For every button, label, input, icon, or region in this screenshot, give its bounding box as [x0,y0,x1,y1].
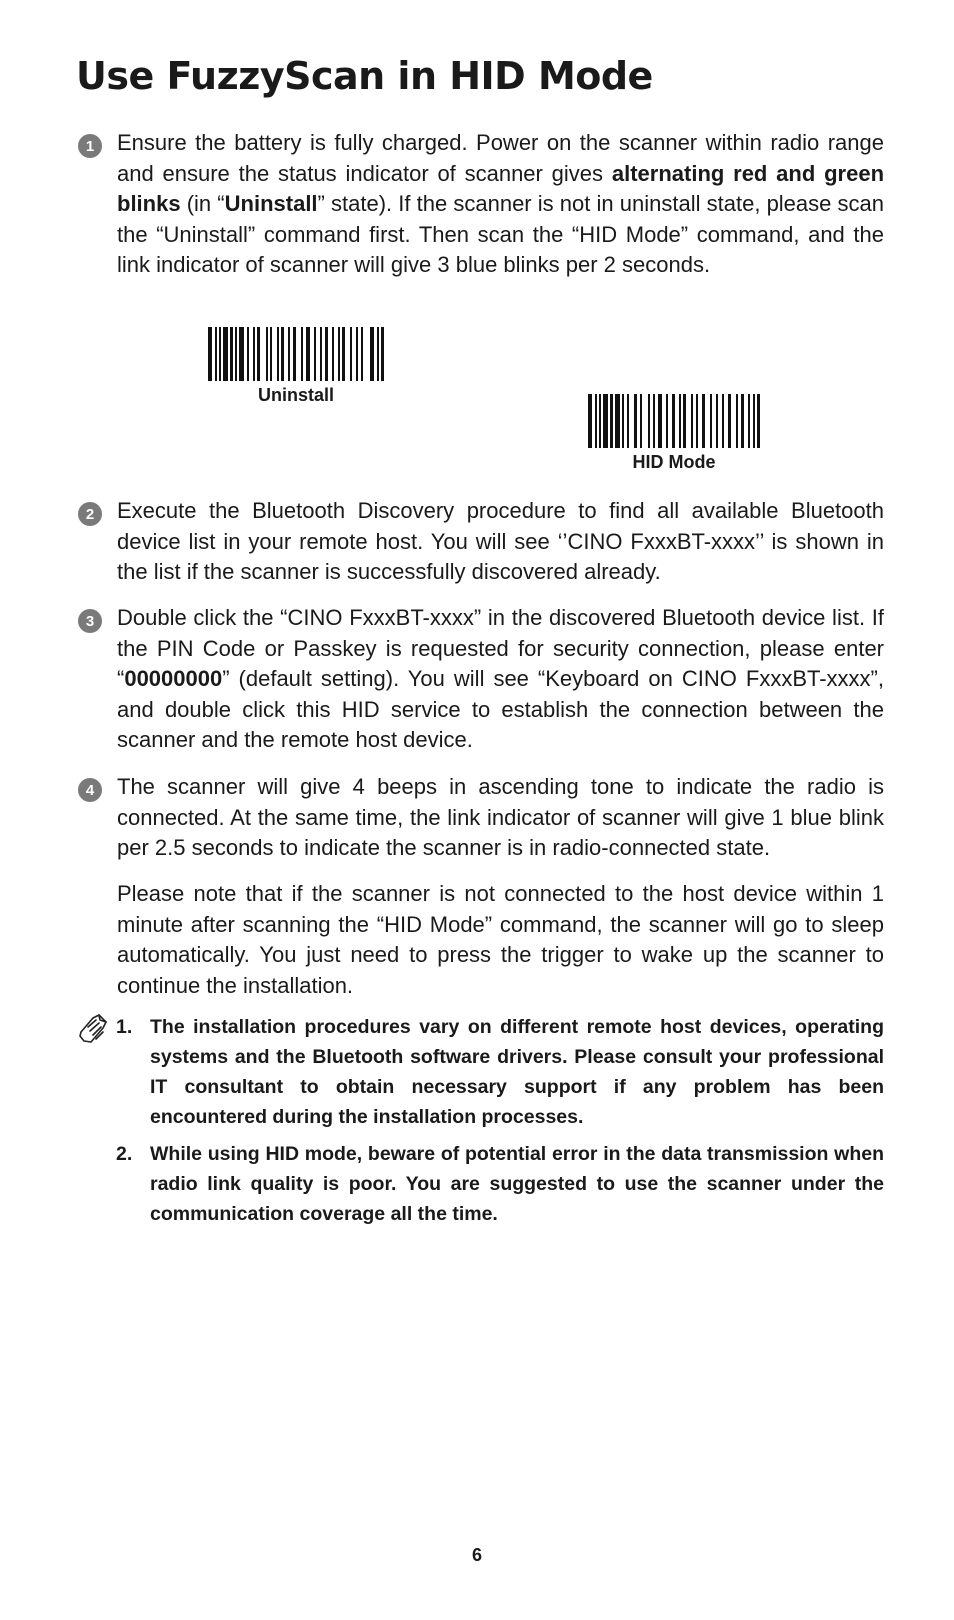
barcode-label: Uninstall [257,385,334,405]
barcode-uninstall-graphic [208,327,384,381]
step-number-badge: 1 [78,134,102,158]
step-number-badge: 4 [78,778,102,802]
page-number: 6 [471,1545,482,1565]
step-4 [78,772,884,864]
note-item-2 [116,1139,884,1229]
follow-note [78,879,884,1001]
barcode-label: HID Mode [632,452,716,472]
step-4-text: The scanner will give 4 beeps in ascending tone to indicate the radio is connected. At the same time, the link indicator of scanner will give 1 blue blink per 2.5 seconds to indicate the scanner is in radio-connected state. [117,774,884,860]
note-number: 2. [116,1143,133,1165]
step-number-badge: 3 [78,609,102,633]
note-number: 1. [116,1016,133,1038]
step-3 [78,603,884,756]
notes-section [76,1012,884,1229]
step-1 [78,128,884,281]
barcode-hid-mode [588,394,760,473]
step-3-text: Double click the “CINO FxxxBT-xxxx” in the discovered Bluetooth device list. If the PIN Code or Passkey is requested for security connection, please enter “00000000” (default setting). You will see “Keyboard on CINO FxxxBT-xxxx”, and double click this HID service to establish the connection between the scanner and the remote host device. [117,605,884,752]
step-1-text: Ensure the battery is fully charged. Power on the scanner within radio range and ensure the status indicator of scanner gives alternating red and green blinks (in “Uninstall” state). If the scanner is not in uninstall state, please scan the “Uninstall” command first. Then scan the “HID Mode” command, and the link indicator of scanner will give 3 blue blinks per 2 seconds. [117,130,885,277]
barcode-uninstall [208,327,384,406]
note-text: While using HID mode, beware of potential error in the data transmission when radio link quality is poor. You are suggested to use the scanner under the communication coverage all the time. [150,1143,884,1225]
note-text: The installation procedures vary on different remote host devices, operating systems and the Bluetooth software drivers. Please consult your professional IT consultant to obtain necessary support if any problem has been encountered during the installation processes. [150,1016,884,1128]
page-title: Use FuzzyScan in HID Mode [76,54,653,98]
follow-note-text: Please note that if the scanner is not connected to the host device within 1 minute after scanning the “HID Mode” command, the scanner will go to sleep automatically. You just need to press the trigger to wake up the scanner to continue the installation. [117,881,884,998]
note-item-1 [116,1012,884,1132]
step-number-badge: 2 [78,502,102,526]
barcode-hid-mode-graphic [588,394,760,448]
note-hand-icon [76,1012,110,1051]
step-2-text: Execute the Bluetooth Discovery procedure to find all available Bluetooth device list in your remote host. You will see ‘’CINO FxxxBT-xxxx’’ is shown in the list if the scanner is successfully discovered already. [117,498,884,584]
step-2 [78,496,884,588]
